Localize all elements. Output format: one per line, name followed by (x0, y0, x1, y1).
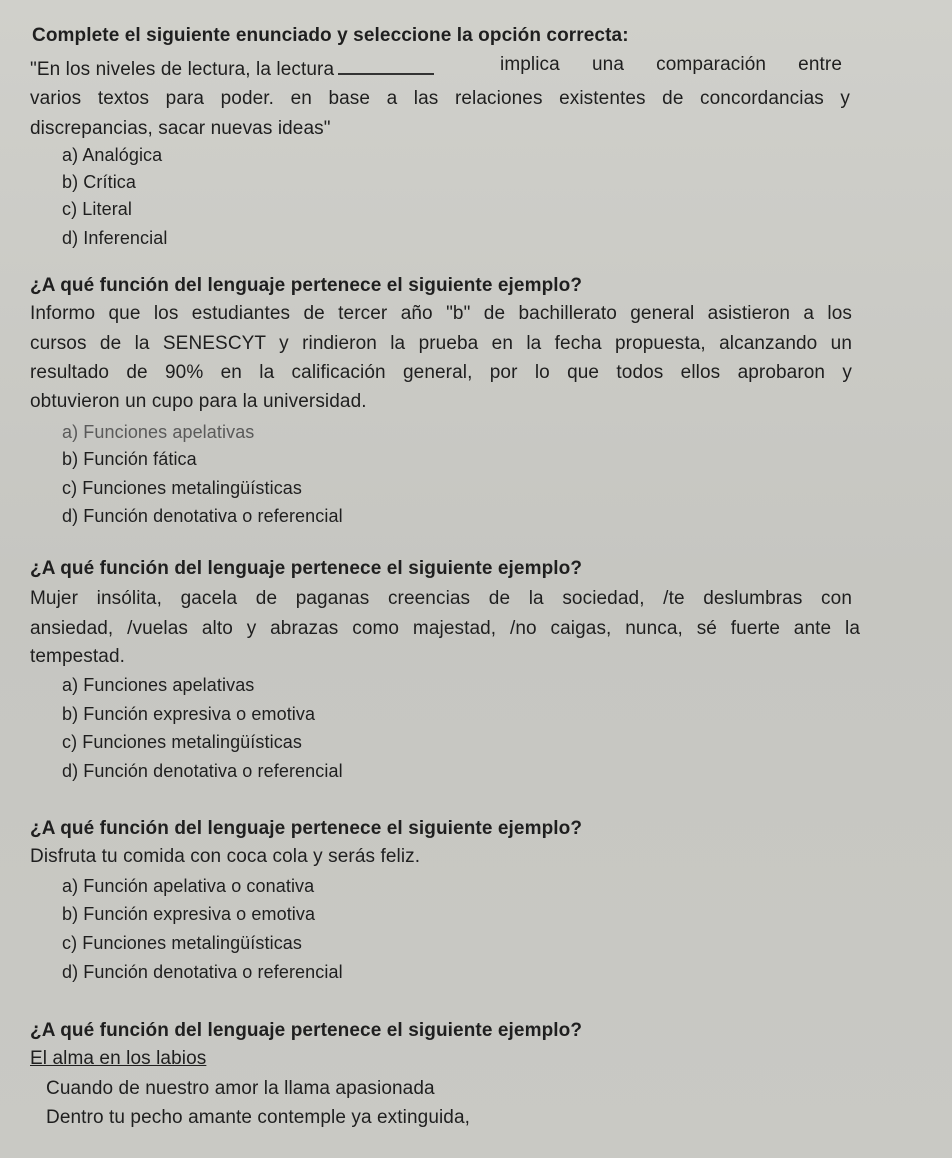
q1-instruction: Complete el siguiente enunciado y seleccione la opción correcta: (32, 25, 629, 46)
q1-option-b[interactable]: b) Crítica (62, 172, 137, 192)
q4-question: ¿A qué función del lenguaje pertenece el siguiente ejemplo? (30, 818, 583, 839)
q4-option-d[interactable]: d) Función denotativa o referencial (62, 962, 343, 982)
q3-text-line3: tempestad. (30, 646, 125, 667)
q4-option-b[interactable]: b) Función expresiva o emotiva (62, 904, 316, 924)
q4-option-a[interactable]: a) Función apelativa o conativa (62, 876, 315, 896)
q3-option-c[interactable]: c) Funciones metalingüísticas (62, 732, 303, 752)
q1-text-start: "En los niveles de lectura, la lectura (30, 59, 335, 80)
q3-option-a[interactable]: a) Funciones apelativas (62, 675, 255, 695)
q3-text-line1: Mujer insólita, gacela de paganas creencias de la sociedad, /te deslumbras con (30, 588, 852, 609)
q3-question: ¿A qué función del lenguaje pertenece el siguiente ejemplo? (30, 558, 583, 579)
q2-text-line2: cursos de la SENESCYT y rindieron la prueba en la fecha propuesta, alcanzando un (30, 333, 852, 354)
q1-text-part1 (30, 57, 438, 82)
q2-option-d[interactable]: d) Función denotativa o referencial (62, 506, 343, 526)
q1-option-c[interactable]: c) Literal (62, 199, 133, 219)
q2-text-line1: Informo que los estudiantes de tercer año "b" de bachillerato general asistieron a los (30, 303, 852, 324)
q2-text-line3: resultado de 90% en la calificación general, por lo que todos ellos aprobaron y (30, 362, 852, 383)
q2-text-line4: obtuvieron un cupo para la universidad. (30, 391, 367, 412)
q5-poem-line1: Cuando de nuestro amor la llama apasionada (46, 1078, 435, 1099)
q2-option-c[interactable]: c) Funciones metalingüísticas (62, 478, 303, 498)
q2-option-b[interactable]: b) Función fática (62, 449, 197, 469)
q2-option-a[interactable]: a) Funciones apelativas (62, 422, 255, 442)
q2-question: ¿A qué función del lenguaje pertenece el siguiente ejemplo? (30, 275, 583, 296)
q3-option-b[interactable]: b) Función expresiva o emotiva (62, 704, 316, 724)
q4-option-c[interactable]: c) Funciones metalingüísticas (62, 933, 303, 953)
q4-text-line1: Disfruta tu comida con coca cola y serás feliz. (30, 846, 421, 867)
q3-option-d[interactable]: d) Función denotativa o referencial (62, 761, 343, 781)
q1-option-a[interactable]: a) Analógica (62, 145, 163, 165)
q1-text-part2: implica una comparación entre (500, 54, 842, 75)
q5-poem-title: El alma en los labios (30, 1048, 207, 1069)
q1-text-line3: discrepancias, sacar nuevas ideas" (30, 118, 331, 139)
q1-text-line2: varios textos para poder. en base a las relaciones existentes de concordancias y (30, 88, 850, 109)
q5-poem-line2: Dentro tu pecho amante contemple ya extinguida, (46, 1107, 471, 1128)
q3-text-line2: ansiedad, /vuelas alto y abrazas como majestad, /no caigas, nunca, sé fuerte ante la (30, 618, 860, 639)
q1-option-d[interactable]: d) Inferencial (62, 228, 168, 248)
q1-blank (338, 57, 434, 75)
q5-question: ¿A qué función del lenguaje pertenece el siguiente ejemplo? (30, 1020, 583, 1041)
